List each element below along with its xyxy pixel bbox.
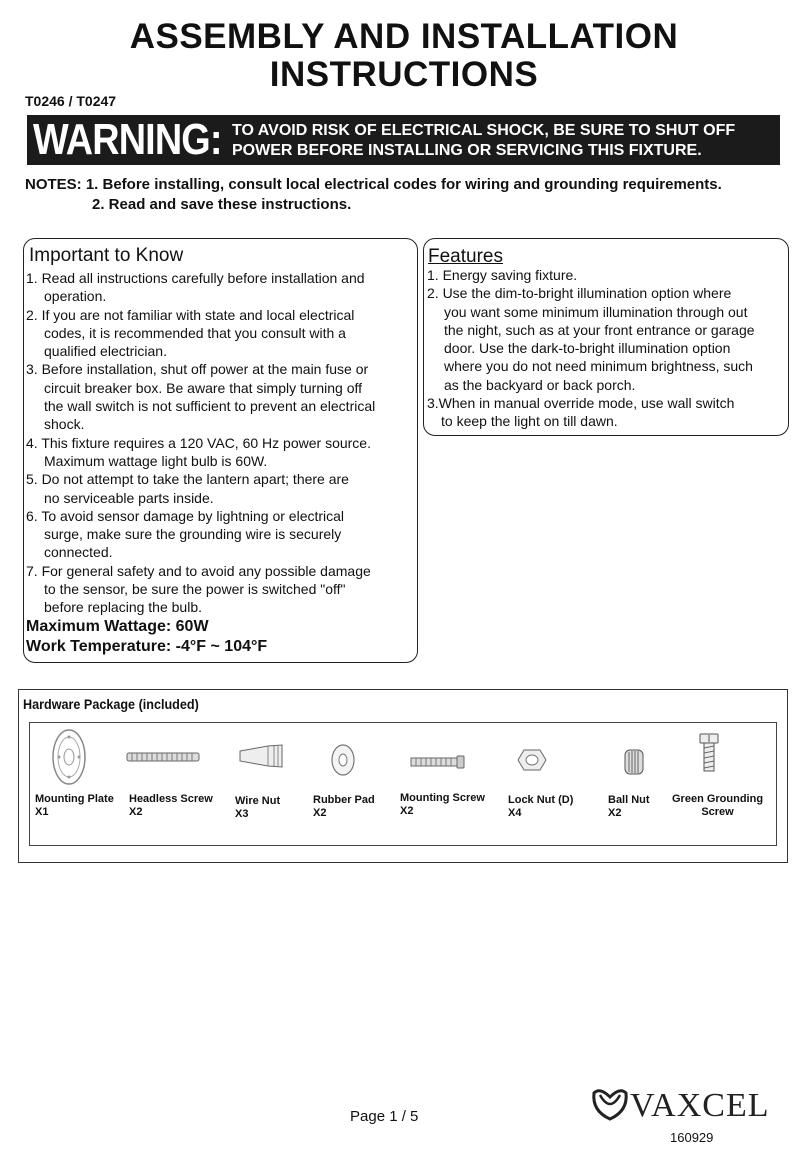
hardware-item-headless-screw: Headless Screw X2 — [129, 793, 213, 818]
features-box — [423, 238, 789, 436]
document-code: 160929 — [670, 1130, 714, 1145]
hardware-package — [18, 689, 788, 863]
headless-screw-icon — [126, 751, 200, 763]
warning-line: POWER BEFORE INSTALLING OR SERVICING THIS FIXTURE. — [232, 142, 702, 159]
model-number: T0246 / T0247 — [25, 93, 117, 109]
hardware-item-lock-nut: Lock Nut (D) X4 — [508, 794, 574, 819]
warning-banner — [27, 115, 780, 165]
list-item: 1. Read all instructions carefully before installation and operation. — [26, 270, 365, 305]
rubber-pad-icon — [330, 743, 356, 777]
mounting-plate-icon — [48, 727, 90, 787]
max-wattage: Maximum Wattage: 60W — [26, 617, 209, 635]
grounding-screw-icon — [698, 733, 720, 773]
note-line: 2. Read and save these instructions. — [92, 196, 352, 213]
important-to-know-box — [23, 238, 418, 663]
page-number: Page 1 / 5 — [350, 1108, 419, 1125]
hardware-grid — [29, 722, 777, 846]
list-item: 5. Do not attempt to take the lantern apart; there are no serviceable parts inside. — [26, 471, 349, 506]
ball-nut-icon — [624, 749, 644, 775]
notes — [25, 175, 722, 215]
list-item: 2. If you are not familiar with state and local electrical codes, it is recommended that you consult with a qualified electrician. — [26, 306, 355, 360]
hardware-item-ball-nut: Ball Nut X2 — [608, 794, 650, 819]
list-item: 7. For general safety and to avoid any possible damage to the sensor, be sure the power is switched "off" before replacing the bulb. — [26, 562, 371, 616]
hardware-title: Hardware Package (included) — [23, 696, 199, 712]
list-item: 3. Before installation, shut off power at the main fuse or circuit breaker box. Be aware that simply turning off the wall switch is not sufficient to prevent an electrical shock. — [26, 361, 376, 433]
warning-text — [232, 121, 735, 161]
hardware-item-grounding-screw: Green Grounding Screw — [672, 793, 764, 818]
warning-word: WARNING: — [33, 115, 222, 164]
warning-line: TO AVOID RISK OF ELECTRICAL SHOCK, BE SURE TO SHUT OFF — [232, 122, 736, 139]
brand-logo — [590, 1083, 770, 1128]
hardware-item-rubber-pad: Rubber Pad X2 — [313, 794, 375, 819]
list-item: 1. Energy saving fixture. — [427, 267, 578, 283]
list-item: 4. This fixture requires a 120 VAC, 60 Hz power source. Maximum wattage light bulb is 60W. — [26, 434, 371, 469]
mounting-screw-icon — [410, 755, 466, 769]
important-list — [26, 269, 416, 657]
features-heading: Features — [428, 246, 503, 267]
hardware-item-wire-nut: Wire Nut X3 — [235, 795, 281, 820]
lock-nut-icon — [517, 749, 547, 771]
wire-nut-icon — [238, 743, 284, 769]
list-item: 6. To avoid sensor damage by lightning or electrical surge, make sure the grounding wire is securely connected. — [26, 507, 345, 561]
page-title-line2: INSTRUCTIONS — [269, 55, 539, 94]
note-line: NOTES: 1. Before installing, consult local electrical codes for wiring and grounding requirements. — [25, 176, 722, 193]
work-temperature: Work Temperature: -4°F ~ 104°F — [26, 637, 268, 655]
features-list — [427, 266, 789, 431]
list-item: 3.When in manual override mode, use wall switch to keep the light on till dawn. — [427, 395, 735, 430]
brand-name: VAXCEL — [630, 1087, 770, 1124]
important-heading: Important to Know — [29, 245, 184, 266]
page-title-line1: ASSEMBLY AND INSTALLATION — [129, 17, 679, 56]
vaxcel-logo-icon — [590, 1083, 630, 1123]
list-item: 2. Use the dim-to-bright illumination option where you want some minimum illumination through out the night, such as at your front entrance or garage door. Use the dark-to-bright illumination option where you do not need minimum brightness, such as the backyard or back porch. — [427, 285, 755, 393]
hardware-item-mounting-plate: Mounting Plate X1 — [35, 793, 114, 818]
hardware-item-mounting-screw: Mounting Screw X2 — [400, 792, 485, 817]
